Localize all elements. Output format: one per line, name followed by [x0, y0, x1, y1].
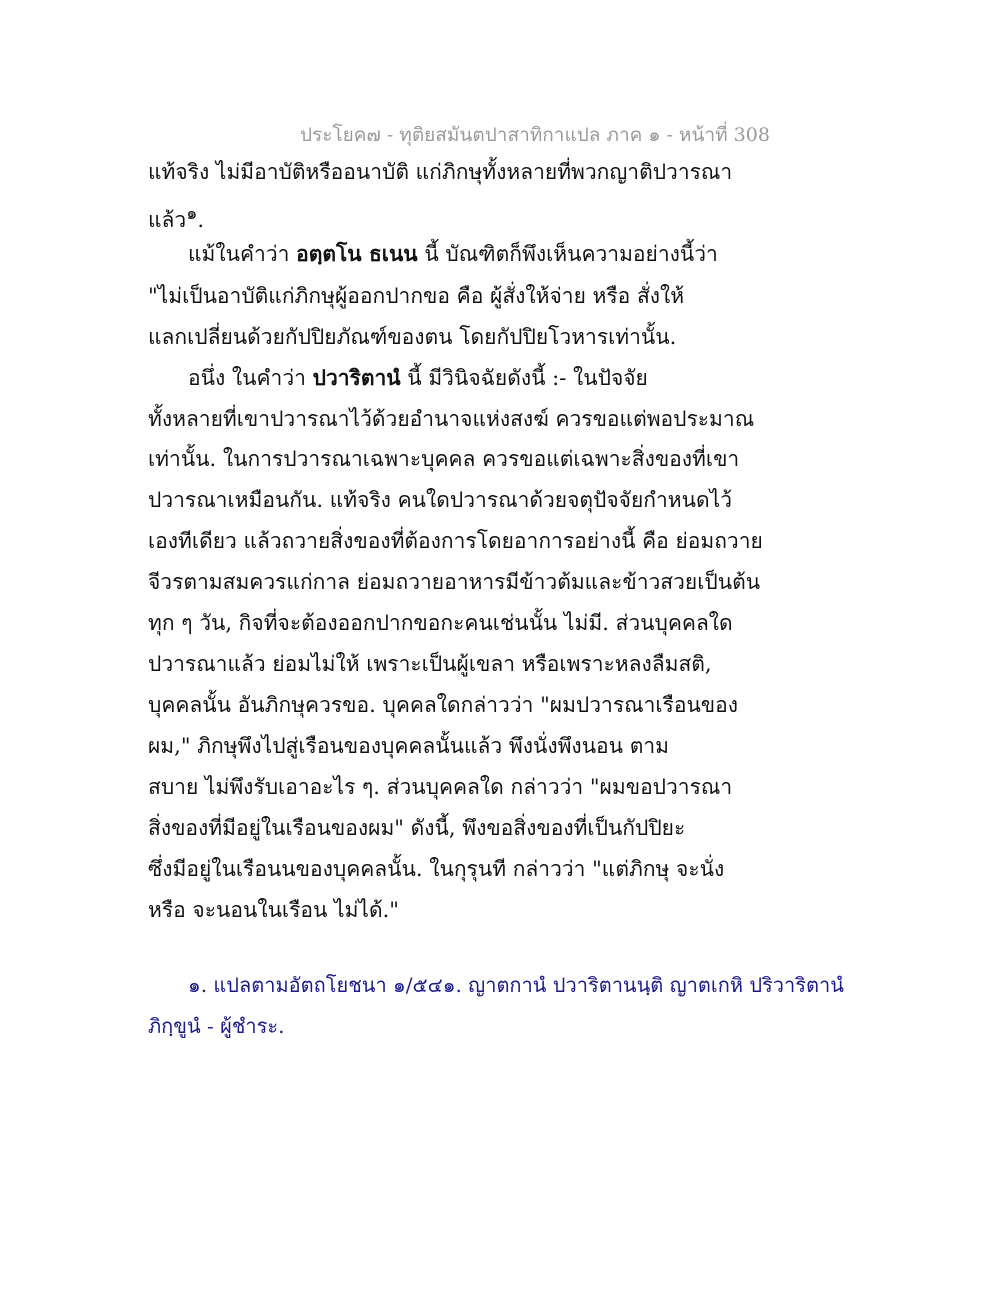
text-line: แลกเปลี่ยนด้วยกัปปิยภัณฑ์ของตน โดยกัปปิยโวหารเท่านั้น. — [148, 325, 677, 349]
text-line: สบาย ไม่พึงรับเอาอะไร ๆ. ส่วนบุคคลใด กล่าวว่า "ผมขอปวารณา — [148, 775, 733, 799]
text-line: ผม," ภิกษุพึงไปสู่เรือนของบุคคลนั้นแล้ว พึงนั่งพึงนอน ตาม — [148, 734, 669, 758]
text-line: ทั้งหลายที่เขาปวารณาไว้ด้วยอำนาจแห่งสงฆ์ ควรขอแต่พอประมาณ — [148, 407, 755, 431]
text-line: บุคคลนั้น อันภิกษุควรขอ. บุคคลใดกล่าวว่า "ผมปวารณาเรือนของ — [148, 693, 739, 717]
text-line: "ไม่เป็นอาบัติแก่ภิกษุผู้ออกปากขอ คือ ผู้สั่งให้จ่าย หรือ สั่งให้ — [148, 284, 685, 308]
text-line: ซึ่งมีอยู่ในเรือนนของบุคคลนั้น. ในกุรุนที กล่าวว่า "แต่ภิกษุ จะนั่ง — [148, 857, 725, 881]
text-line: แล้ว$^๑$. — [148, 204, 204, 232]
footnote-line: ภิกฺขูนํ - ผู้ชำระ. — [148, 1014, 285, 1038]
text-line: แท้จริง ไม่มีอาบัติหรืออนาบัติ แก่ภิกษุทั้งหลายที่พวกญาติปวารณา — [148, 160, 733, 184]
text-line: หรือ จะนอนในเรือน ไม่ได้." — [148, 898, 399, 922]
text-line: จีวรตามสมควรแก่กาล ย่อมถวายอาหารมีข้าวต้มและข้าวสวยเป็นต้น — [148, 570, 761, 594]
footnote-line: ๑. แปลตามอัตถโยชนา ๑/๕๔๑. ญาตกานํ ปวาริตานนฺติ ญาตเกหิ ปริวาริตานํ — [188, 973, 844, 997]
text-line: ทุก ๆ วัน, กิจที่จะต้องออกปากขอกะคนเช่นนั้น ไม่มี. ส่วนบุคคลใด — [148, 611, 733, 635]
text-line: สิ่งของที่มีอยู่ในเรือนของผม" ดังนี้, พึงขอสิ่งของที่เป็นกัปปิยะ — [148, 816, 686, 840]
page-header: ประโยค๗ - ทุติยสมันตปาสาทิกาแปล ภาค ๑ - หน้าที่ 308 — [300, 124, 770, 146]
text-line: แม้ในคำว่า อตฺตโน ธเนน นี้ บัณฑิตก็พึงเห็นความอย่างนี้ว่า — [188, 241, 718, 266]
pali-term: ปวาริตานํ — [312, 365, 401, 390]
text-line: เองทีเดียว แล้วถวายสิ่งของที่ต้องการโดยอาการอย่างนี้ คือ ย่อมถวาย — [148, 529, 763, 553]
footnote-ref: ๑ — [186, 204, 198, 224]
text-line: ปวารณาเหมือนกัน. แท้จริง คนใดปวารณาด้วยจตุปัจจัยกำหนดไว้ — [148, 488, 732, 512]
pali-term: อตฺตโน ธเนน — [296, 241, 418, 266]
text-line: เท่านั้น. ในการปวารณาเฉพาะบุคคล ควรขอแต่เฉพาะสิ่งของที่เขา — [148, 447, 740, 471]
text-line: อนึ่ง ในคำว่า ปวาริตานํ นี้ มีวินิจฉัยดังนี้ :- ในปัจจัย — [188, 365, 648, 390]
text-line: ปวารณาแล้ว ย่อมไม่ให้ เพราะเป็นผู้เขลา หรือเพราะหลงลืมสติ, — [148, 652, 712, 676]
